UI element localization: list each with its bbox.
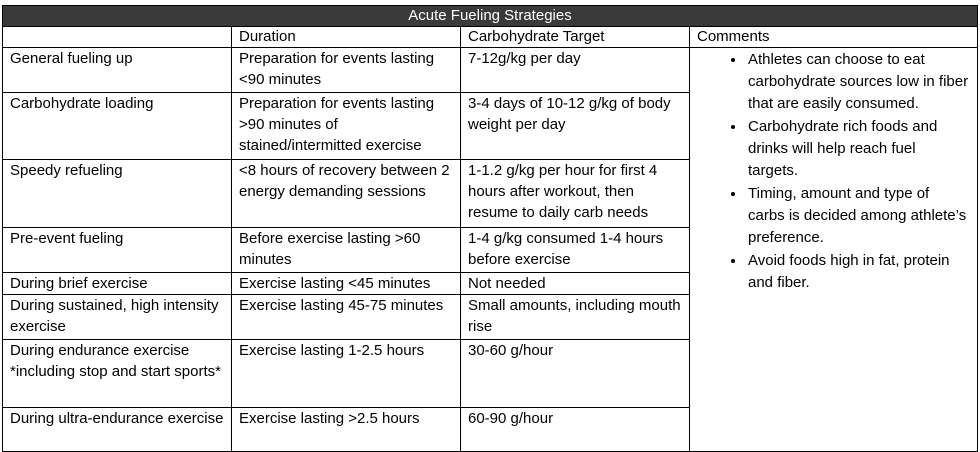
strategy-cell: During sustained, high intensity exercise <box>3 295 232 340</box>
target-cell: Small amounts, including mouth rise <box>461 295 690 340</box>
target-cell: 7-12g/kg per day <box>461 48 690 93</box>
header-row <box>3 27 978 48</box>
header-comments: Comments <box>690 27 978 48</box>
strategy-cell: During brief exercise <box>3 273 232 295</box>
header-carb-target: Carbohydrate Target <box>461 27 690 48</box>
duration-cell: Exercise lasting 45-75 minutes <box>232 295 461 340</box>
strategy-cell: Carbohydrate loading <box>3 93 232 160</box>
strategy-cell: Speedy refueling <box>3 160 232 228</box>
duration-cell: Preparation for events lasting <90 minutes <box>232 48 461 93</box>
duration-cell: Preparation for events lasting >90 minutes of stained/intermitted exercise <box>232 93 461 160</box>
duration-cell: Exercise lasting >2.5 hours <box>232 408 461 452</box>
target-cell: 60-90 g/hour <box>461 408 690 452</box>
target-cell: 1-4 g/kg consumed 1-4 hours before exercise <box>461 228 690 273</box>
comment-item: • Avoid foods high in fat, protein and fiber. <box>746 249 969 294</box>
duration-cell: Exercise lasting 1-2.5 hours <box>232 340 461 408</box>
strategy-cell: General fueling up <box>3 48 232 93</box>
table-row <box>3 48 978 93</box>
target-cell: Not needed <box>461 273 690 295</box>
target-cell: 1-1.2 g/kg per hour for first 4 hours after workout, then resume to daily carb needs <box>461 160 690 228</box>
strategy-cell: Pre-event fueling <box>3 228 232 273</box>
table-title: Acute Fueling Strategies <box>3 6 978 27</box>
comment-item: • Timing, amount and type of carbs is decided among athlete’s preference. <box>746 182 969 249</box>
table-title-row <box>3 6 978 27</box>
header-duration: Duration <box>232 27 461 48</box>
header-strategy <box>3 27 232 48</box>
comment-item: • Carbohydrate rich foods and drinks will help reach fuel targets. <box>746 115 969 182</box>
duration-cell: Exercise lasting <45 minutes <box>232 273 461 295</box>
strategy-cell: During endurance exercise *including stop and start sports* <box>3 340 232 408</box>
comments-cell <box>690 48 978 452</box>
fueling-strategies-table <box>2 5 978 452</box>
target-cell: 3-4 days of 10-12 g/kg of body weight per day <box>461 93 690 160</box>
duration-cell: Before exercise lasting >60 minutes <box>232 228 461 273</box>
target-cell: 30-60 g/hour <box>461 340 690 408</box>
comments-list <box>690 48 969 294</box>
strategy-cell: During ultra-endurance exercise <box>3 408 232 452</box>
comment-item: • Athletes can choose to eat carbohydrate sources low in fiber that are easily consumed. <box>746 48 969 115</box>
duration-cell: <8 hours of recovery between 2 energy demanding sessions <box>232 160 461 228</box>
